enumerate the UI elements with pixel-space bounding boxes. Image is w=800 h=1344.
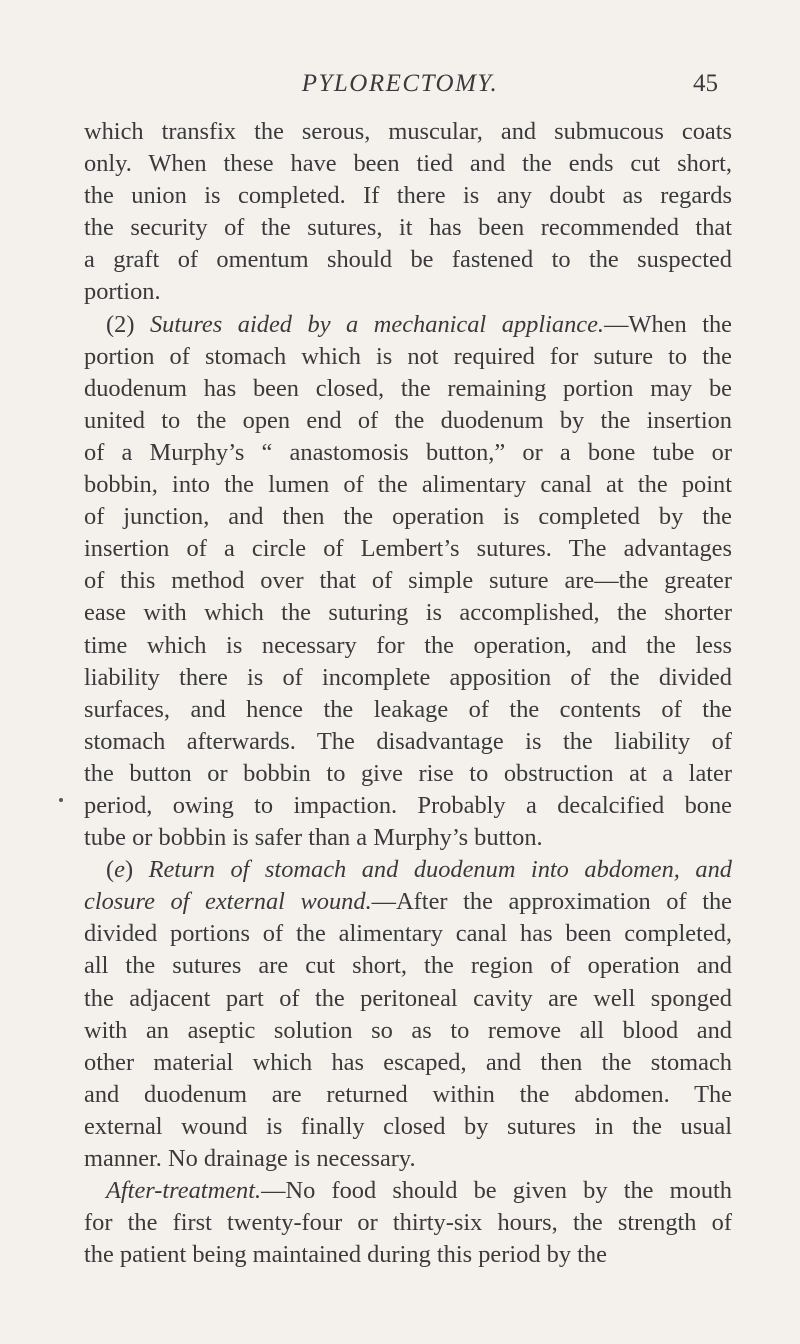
text-run: time which is necessary for the operation, and the less: [84, 631, 732, 659]
text-line: [84, 726, 732, 758]
text-run: tube or bobbin is safer than a Murphy’s button.: [84, 824, 543, 852]
text-line: [84, 597, 732, 629]
text-run: a graft of omentum should be fastened to the suspected: [84, 246, 732, 274]
text-run: other material which has escaped, and then the stomach: [84, 1048, 732, 1076]
text-line: [84, 116, 732, 148]
text-line: [84, 790, 732, 822]
text-line: [84, 1111, 732, 1143]
text-line: [84, 822, 732, 854]
text-line: [84, 565, 732, 597]
text-run: external wound is finally closed by sutures in the usual: [84, 1112, 732, 1140]
text-line: [84, 180, 732, 212]
text-line: [84, 662, 732, 694]
italic-text-run: After-treatment.: [106, 1177, 262, 1205]
text-line: [84, 212, 732, 244]
text-run: which transfix the serous, muscular, and submucous coats: [84, 118, 732, 145]
text-line: [84, 309, 732, 341]
text-run: insertion of a circle of Lembert’s sutures. The advantages: [84, 535, 732, 563]
text-run: (: [106, 856, 115, 884]
text-line: [84, 501, 732, 533]
italic-text-run: e: [114, 856, 125, 884]
text-run: and duodenum are returned within the abdomen. The: [84, 1080, 732, 1108]
text-line: [84, 854, 732, 886]
text-run: only. When these have been tied and the ends cut short,: [84, 150, 732, 178]
running-head: [0, 70, 800, 104]
stray-ink-mark: [59, 798, 63, 802]
text-line: [84, 373, 732, 405]
text-line: [84, 469, 732, 501]
running-title: PYLORECTOMY.: [301, 70, 499, 97]
text-run: of this method over that of simple suture are—the greater: [84, 567, 732, 595]
text-run: with an aseptic solution so as to remove all blood and: [84, 1016, 732, 1044]
text-run: liability there is of incomplete apposition of the divided: [84, 663, 732, 691]
text-line: [84, 983, 732, 1015]
text-line: [84, 1079, 732, 1111]
text-line: [84, 1175, 732, 1207]
text-run: united to the open end of the duodenum by the insertion: [84, 406, 732, 434]
text-run: —When the: [604, 310, 732, 338]
text-line: [84, 1015, 732, 1047]
text-line: [84, 1207, 732, 1239]
text-run: ): [124, 856, 149, 884]
text-run: the security of the sutures, it has been recommended that: [84, 214, 732, 242]
text-line: [84, 1047, 732, 1079]
text-run: stomach afterwards. The disadvantage is the liability of: [84, 727, 732, 755]
text-run: portion.: [84, 278, 161, 306]
text-line: [84, 950, 732, 982]
italic-text-run: closure of external wound.: [84, 888, 372, 916]
page-number: 45: [693, 70, 718, 97]
text-line: [84, 694, 732, 726]
text-run: surfaces, and hence the leakage of the contents of the: [84, 695, 732, 723]
text-run: period, owing to impaction. Probably a decalcified bone: [84, 791, 732, 819]
text-line: [84, 276, 732, 308]
text-run: divided portions of the alimentary canal has been completed,: [84, 920, 732, 948]
text-run: portion of stomach which is not required for suture to the: [84, 342, 732, 370]
text-line: [84, 1239, 732, 1271]
text-run: —After the approximation of the: [371, 888, 732, 916]
text-line: [84, 437, 732, 469]
text-run: the button or bobbin to give rise to obstruction at a later: [84, 759, 732, 787]
text-run: for the first twenty-four or thirty-six hours, the strength of: [84, 1209, 732, 1237]
italic-text-run: Sutures aided by a mechanical appliance.: [149, 310, 605, 338]
text-run: all the sutures are cut short, the region of operation and: [84, 952, 732, 980]
text-run: bobbin, into the lumen of the alimentary canal at the point: [84, 471, 732, 499]
text-line: [84, 244, 732, 276]
text-line: [84, 405, 732, 437]
italic-text-run: Return of stomach and duodenum into abdomen, and: [148, 856, 732, 884]
text-line: [84, 630, 732, 662]
text-line: [84, 148, 732, 180]
body-text: [84, 116, 732, 1271]
text-run: manner. No drainage is necessary.: [84, 1145, 416, 1172]
text-run: —No food should be given by the mouth: [261, 1177, 732, 1205]
text-line: [84, 918, 732, 950]
text-run: the patient being maintained during this period by the: [84, 1241, 607, 1269]
text-run: ease with which the suturing is accomplished, the shorter: [84, 599, 732, 627]
text-line: [84, 533, 732, 565]
text-run: (2): [106, 310, 150, 338]
text-run: the union is completed. If there is any doubt as regards: [84, 182, 732, 210]
text-run: the adjacent part of the peritoneal cavity are well sponged: [84, 984, 732, 1012]
text-run: of junction, and then the operation is completed by the: [84, 503, 732, 531]
text-run: of a Murphy’s “ anastomosis button,” or a bone tube or: [84, 438, 732, 466]
text-line: [84, 341, 732, 373]
text-line: [84, 758, 732, 790]
text-line: [84, 886, 732, 918]
text-line: [84, 1143, 732, 1175]
text-run: duodenum has been closed, the remaining portion may be: [84, 374, 732, 402]
